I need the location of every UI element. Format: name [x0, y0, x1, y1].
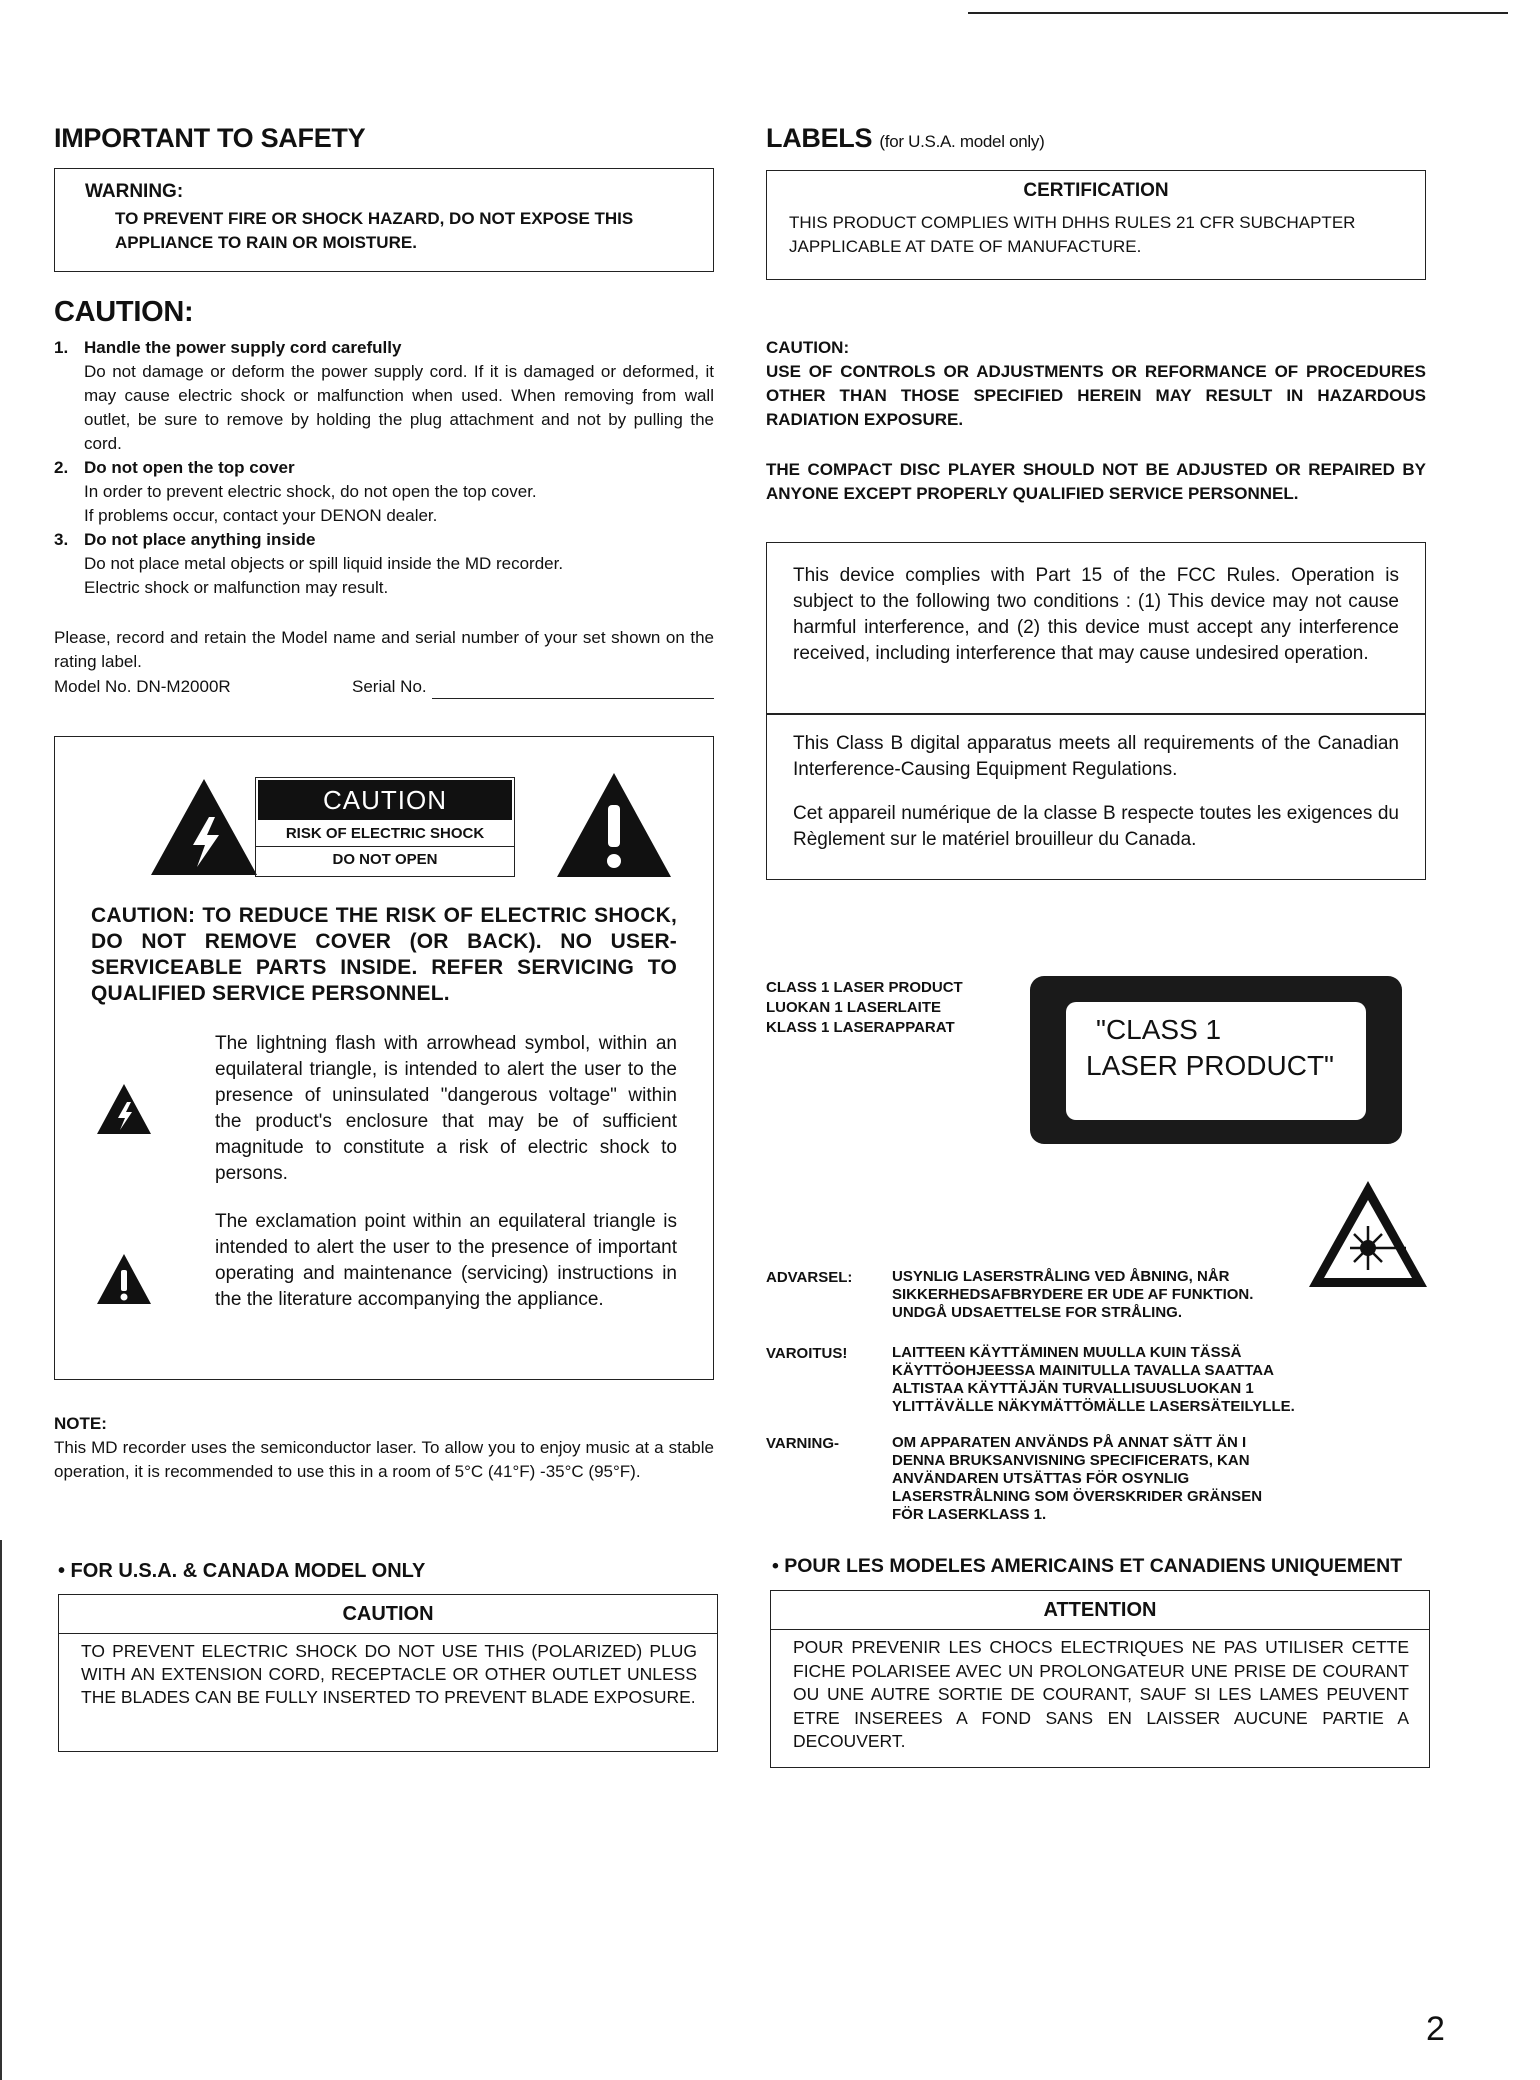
- warning-label: VAROITUS!: [766, 1345, 848, 1362]
- model-label: Model No. DN-M2000R: [54, 677, 231, 696]
- labels-title: [766, 123, 1044, 154]
- certification-text: THIS PRODUCT COMPLIES WITH DHHS RULES 21 CFR SUBCHAPTER JAPPLICABLE AT DATE OF MANUFACTURE.: [789, 213, 1356, 256]
- laser-radiation-icon: [1306, 1178, 1430, 1290]
- french-heading: • POUR LES MODELES AMERICAINS ET CANADIENS UNIQUEMENT: [772, 1555, 1403, 1577]
- caution-item-title: Handle the power supply cord carefully: [84, 338, 402, 357]
- caution-item-title: Do not place anything inside: [84, 530, 316, 549]
- laser-label-inner: [1066, 1002, 1366, 1120]
- page-number: 2: [1426, 2010, 1445, 2048]
- caution-item: 3. Do not place anything inside Do not place metal objects or spill liquid inside the MD recorder. Electric shock or malfunction may result.: [54, 528, 714, 600]
- lightning-triangle-icon: [95, 1082, 153, 1136]
- warning-heading: WARNING:: [85, 181, 184, 202]
- laser-label-line2: LASER PRODUCT": [1086, 1050, 1334, 1081]
- exclamation-triangle-icon: [95, 1252, 153, 1306]
- warning-label: ADVARSEL:: [766, 1269, 853, 1286]
- caution-item-body: In order to prevent electric shock, do not open the top cover. If problems occur, contact your DENON dealer.: [84, 482, 537, 525]
- fcc-box: [766, 542, 1426, 880]
- top-rule: [968, 12, 1508, 14]
- safety-title: IMPORTANT TO SAFETY: [54, 123, 366, 153]
- exclamation-description: The exclamation point within an equilateral triangle is intended to alert the user to the presence of important operating and maintenance (servicing) instructions in the the literature accompanying the appliance.: [215, 1211, 677, 1310]
- fcc-text: This device complies with Part 15 of the FCC Rules. Operation is subject to the following two conditions : (1) This device may not cause harmful interference, and (2) this device must accept any interference received, including interference that may cause undesired operation.: [793, 565, 1399, 664]
- laser-product-label: [1030, 976, 1402, 1144]
- laser-label-line1: "CLASS 1: [1096, 1014, 1222, 1045]
- labels-subtitle: (for U.S.A. model only): [879, 132, 1045, 151]
- caution-label-line1: RISK OF ELECTRIC SHOCK: [256, 822, 514, 847]
- shock-caution-box: [54, 736, 714, 1380]
- usa-caution-title: CAUTION: [59, 1595, 717, 1634]
- caution-item-body: Do not damage or deform the power supply cord. If it is damaged or deformed, it may cause electric shock or malfunction when used. When removing from wall outlet, be sure to remove by holding the plug attachment and not by pulling the cord.: [84, 362, 714, 453]
- caution-list: [54, 336, 714, 600]
- attention-title: ATTENTION: [771, 1591, 1429, 1630]
- warning-text: TO PREVENT FIRE OR SHOCK HAZARD, DO NOT EXPOSE THIS APPLIANCE TO RAIN OR MOISTURE.: [115, 209, 634, 252]
- lightning-triangle-icon: [149, 777, 259, 877]
- caution-item-title: Do not open the top cover: [84, 458, 295, 477]
- caution-item-body: Do not place metal objects or spill liquid inside the MD recorder. Electric shock or malfunction may result.: [84, 554, 564, 597]
- caution-label: [255, 777, 515, 877]
- serial-label: Serial No.: [352, 677, 427, 696]
- certification-box: [766, 170, 1426, 280]
- note-text: This MD recorder uses the semiconductor laser. To allow you to enjoy music at a stable operation, it is recommended to use this in a room of 5°C (41°F) -35°C (95°F).: [54, 1438, 714, 1481]
- exclamation-triangle-icon: [555, 771, 673, 879]
- note-heading: NOTE:: [54, 1414, 107, 1433]
- classb-french: Cet appareil numérique de la classe B respecte toutes les exigences du Règlement sur le matériel brouilleur du Canada.: [793, 803, 1399, 850]
- class1-line2: LUOKAN 1 LASERLAITE: [766, 999, 942, 1016]
- class1-line3: KLASS 1 LASERAPPARAT: [766, 1019, 955, 1036]
- caution-item: 1. Handle the power supply cord carefully Do not damage or deform the power supply cord. If it is damaged or deformed, it may cause electric shock or malfunction when used. When removing from wall outlet, be sure to remove by holding the plug attachment and not by pulling the cord.: [54, 336, 714, 456]
- warning-text: OM APPARATEN ANVÄNDS PÅ ANNAT SÄTT ÄN I DENNA BRUKSANVISNING SPECIFICERATS, KAN ANVÄNDAREN UTSÄTTAS FÖR OSYNLIG LASERSTRÅLNING SOM ÖVERSKRIDER GRÄNSEN FÖR LASERKLASS 1.: [892, 1434, 1263, 1523]
- fcc-divider: [767, 713, 1425, 715]
- attention-box: [770, 1590, 1430, 1768]
- caution-item: 2. Do not open the top cover In order to prevent electric shock, do not open the top cover. If problems occur, contact your DENON dealer.: [54, 456, 714, 528]
- serial-line: [432, 698, 714, 699]
- warning-text: LAITTEEN KÄYTTÄMINEN MUULLA KUIN TÄSSÄ KÄYTTÖOHJEESSA MAINITULLA TAVALLA SAATTAA ALTISTAA KÄYTTÄJÄN TURVALLISUUSLUOKAN 1 YLITTÄVÄLLE NÄKYMÄTTÖMÄLLE LASERSÄTEILYLLE.: [892, 1344, 1295, 1415]
- warning-text: USYNLIG LASERSTRÅLING VED ÅBNING, NÅR SIKKERHEDSAFBRYDERE ER UDE AF FUNKTION. UNDGÅ UDSAETTELSE FOR STRÅLING.: [892, 1268, 1254, 1321]
- certification-title: CERTIFICATION: [1023, 180, 1169, 201]
- class1-line1: CLASS 1 LASER PRODUCT: [766, 979, 963, 996]
- labels-title-text: LABELS: [766, 123, 873, 153]
- usa-caution-text: TO PREVENT ELECTRIC SHOCK DO NOT USE THIS (POLARIZED) PLUG WITH AN EXTENSION CORD, RECEPTACLE OR OTHER OUTLET UNLESS THE BLADES CAN BE FULLY INSERTED TO PREVENT BLADE EXPOSURE.: [81, 1641, 697, 1707]
- usa-caution-box: [58, 1594, 718, 1752]
- attention-text: POUR PREVENIR LES CHOCS ELECTRIQUES NE PAS UTILISER CETTE FICHE POLARISEE AVEC UN PROLONGATEUR UNE PRISE DE COURANT OU UNE AUTRE SORTIE DE COURANT, SAUF SI LES LAMES PEUVENT ETRE INSEREES A FOND SANS EN LAISSER AUCUNE PARTIE A DECOUVERT.: [793, 1637, 1409, 1751]
- warning-box: [54, 168, 714, 272]
- caution-label-title: CAUTION: [258, 780, 512, 820]
- classb-english: This Class B digital apparatus meets all requirements of the Canadian Interference-Causing Equipment Regulations.: [793, 733, 1399, 780]
- caution-label-line2: DO NOT OPEN: [332, 851, 438, 868]
- usa-canada-heading: • FOR U.S.A. & CANADA MODEL ONLY: [58, 1560, 426, 1582]
- record-text: Please, record and retain the Model name and serial number of your set shown on the rating label.: [54, 628, 714, 671]
- right-caution-text1: USE OF CONTROLS OR ADJUSTMENTS OR REFORMANCE OF PROCEDURES OTHER THAN THOSE SPECIFIED HEREIN MAY RESULT IN HAZARDOUS RADIATION EXPOSURE.: [766, 362, 1426, 429]
- warning-label: VARNING-: [766, 1435, 840, 1452]
- right-caution-text2: THE COMPACT DISC PLAYER SHOULD NOT BE ADJUSTED OR REPAIRED BY ANYONE EXCEPT PROPERLY QUALIFIED SERVICE PERSONNEL.: [766, 460, 1426, 503]
- page-edge: [0, 1540, 2, 2080]
- shock-warning-text: CAUTION: TO REDUCE THE RISK OF ELECTRIC SHOCK, DO NOT REMOVE COVER (OR BACK). NO USER-SERVICEABLE PARTS INSIDE. REFER SERVICING TO QUALIFIED SERVICE PERSONNEL.: [91, 904, 677, 1005]
- lightning-description: The lightning flash with arrowhead symbol, within an equilateral triangle, is intended to alert the user to the presence of uninsulated "dangerous voltage" within the product's enclosure that may be of sufficient magnitude to constitute a risk of electric shock to persons.: [215, 1033, 677, 1184]
- caution-title: CAUTION:: [54, 296, 194, 328]
- right-caution-heading: CAUTION:: [766, 338, 850, 357]
